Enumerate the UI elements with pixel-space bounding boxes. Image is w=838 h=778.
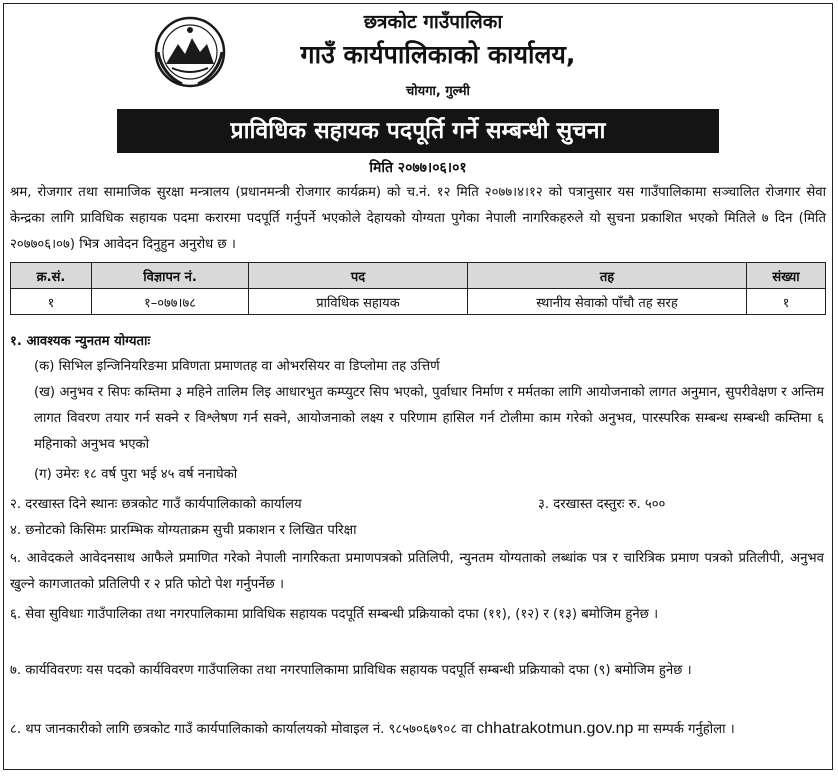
- vacancy-table: [10, 262, 826, 315]
- cell-count: १: [747, 289, 826, 315]
- cell-advert: १–०७७।७८: [92, 289, 249, 315]
- col-count-header: संख्या: [747, 263, 826, 289]
- website-link[interactable]: chhatrakotmun.gov.np: [476, 720, 634, 737]
- col-advert-header: विज्ञापन नं.: [92, 263, 249, 289]
- section-2: २. दरखास्त दिने स्थानः छत्रकोट गाउँ कार्यपालिकाको कार्यालय: [10, 497, 302, 512]
- col-serial-header: क्र.सं.: [11, 263, 92, 289]
- qualification-a: (क) सिभिल इन्जिनियरिङमा प्रविणता प्रमाणतह वा ओभरसियर वा डिप्लोमा तह उत्तिर्ण: [34, 359, 440, 374]
- office-name: गाउँ कार्यपालिकाको कार्यालय,: [300, 40, 576, 69]
- section-5: ५. आवेदकले आवेदनसाथ आफैले प्रमाणित गरेको नेपाली नागरिकता प्रमाणपत्रको प्रतिलिपी, न्युनतम योग्यताको लब्धांक पत्र र चारित्रिक प्रमाण पत्रको प्रतिलीपी, अनुभव खुल्ने कागजातको प्रतिलिपी र २ प्रति फोटो पेश गर्नुपर्नेछ ।: [10, 551, 824, 592]
- cell-serial: १: [11, 289, 92, 315]
- section-8-text-end: मा सम्पर्क गर्नुहोला ।: [633, 722, 735, 737]
- section-1-title: १. आवश्यक न्युनतम योग्यताः: [10, 334, 151, 349]
- section-3: ३. दरखास्त दस्तुरः रु. ५००: [538, 497, 666, 512]
- table-row: [11, 289, 826, 315]
- section-6: ६. सेवा सुविधाः गाउँपालिका तथा नगरपालिकामा प्राविधिक सहायक पदपूर्ति सम्बन्धी प्रक्रियाको दफा (११), (१२) र (१३) बमोजिम हुनेछ ।: [10, 607, 659, 622]
- notice-page: [3, 3, 833, 770]
- qualification-b: (ख) अनुभव र सिपः कम्तिमा ३ महिने तालिम लिइ आधारभुत कम्प्युटर सिप भएको, पुर्वाधार निर्माण र मर्मतका लागि आयोजनाको लागत अनुमान, सुपरीवेक्षण र अन्तिम लागत विवरण तयार गर्न सक्ने र विश्लेषण गर्न सक्ने, आयोजनाको लक्ष्य र परिणाम हासिल गर्न टोलीमा काम गरेको अनुभव, पारस्परिक सम्बन्ध सम्बन्धी कम्तिमा ६ महिनाको अनुभव भएको: [34, 385, 824, 452]
- notice-intro: श्रम, रोजगार तथा सामाजिक सुरक्षा मन्त्रालय (प्रधानमन्त्री रोजगार कार्यक्रम) को च.नं. १२ मिति २०७७।४।१२ को पत्रानुसार यस गाउँपालिकामा सञ्चालित रोजगार सेवा केन्द्रका लागि प्राविधिक सहायक पदमा करारमा पदपूर्ति गर्नुपर्ने भएकोले देहायको योग्यता पुगेका नेपाली नागरिकहरुले यो सुचना प्रकाशित भएको मितिले ७ दिन (मिति २०७७०६।०७) भित्र आवेदन दिनुहुन अनुरोध छ ।: [10, 185, 826, 252]
- cell-post: प्राविधिक सहायक: [249, 289, 468, 315]
- table-header-row: [11, 263, 826, 289]
- notice-title: प्राविधिक सहायक पदपूर्ति गर्ने सम्बन्धी सुचना: [117, 109, 719, 153]
- section-8-text: ८. थप जानकारीको लागि छत्रकोट गाउँ कार्यपालिकाको कार्यालयको मोवाइल नं. ९८५७०६७९०८ वा: [10, 722, 477, 737]
- qualification-c: (ग) उमेरः १८ वर्ष पुरा भई ४५ वर्ष ननाघेको: [34, 467, 238, 482]
- municipality-name: छत्रकोट गाउँपालिका: [363, 11, 503, 33]
- office-address: चोयगा, गुल्मी: [406, 84, 470, 99]
- notice-date: मिति २०७७।०६।०१: [369, 160, 467, 176]
- section-8: [10, 716, 824, 743]
- section-4: ४. छनोटको किसिमः प्रारम्भिक योग्यताक्रम सुची प्रकाशन र लिखित परिक्षा: [10, 523, 357, 538]
- col-level-header: तह: [468, 263, 747, 289]
- section-7: ७. कार्यविवरणः यस पदको कार्यविवरण गाउँपालिका तथा नगरपालिकामा प्राविधिक सहायक पदपूर्ति सम्बन्धी प्रक्रियाको दफा (९) बमोजिम हुनेछ ।: [10, 663, 692, 678]
- col-post-header: पद: [249, 263, 468, 289]
- cell-level: स्थानीय सेवाको पाँचौ तह सरह: [468, 289, 747, 315]
